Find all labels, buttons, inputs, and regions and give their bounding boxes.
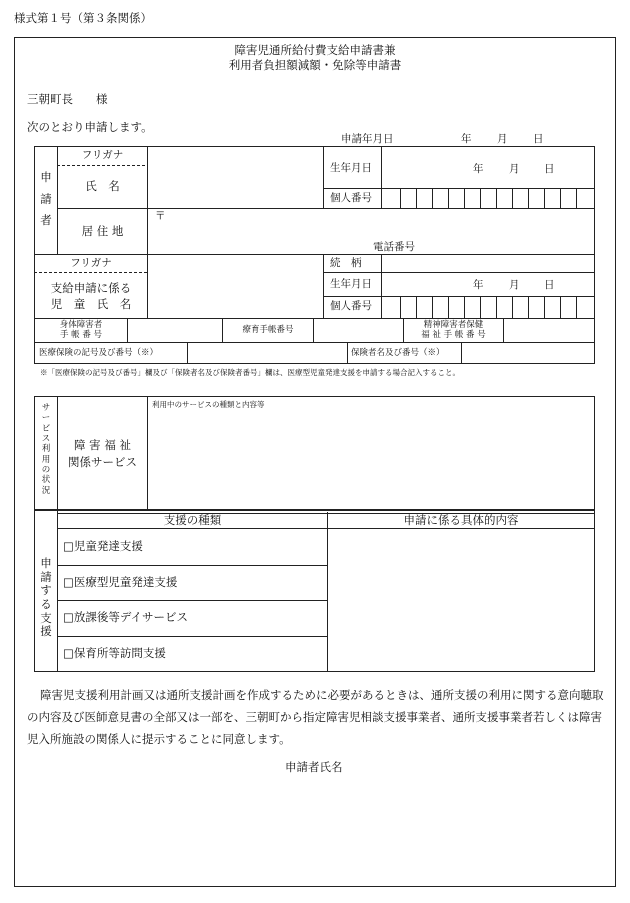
insurance-note: ※「医療保険の記号及び番号」欄及び「保険者名及び保険者番号」欄は、医療型児童発達支援を申請する場合記入すること。: [40, 368, 460, 377]
support-option-medical-child-development[interactable]: □医療型児童発達支援: [63, 575, 178, 589]
applicant-personal-no-label: 個人番号: [330, 192, 372, 204]
applicant-phone-label: 電話番号: [373, 241, 415, 253]
support-option-child-development[interactable]: □児童発達支援: [63, 539, 143, 553]
child-birth-day: 日: [544, 279, 555, 291]
applicant-side-label: 申 請 者: [40, 170, 52, 228]
date-year: 年: [461, 133, 472, 145]
child-name-label-1: 支給申請に係る: [50, 281, 132, 295]
welfare-service-label-2: 関係サービス: [68, 455, 137, 469]
child-birth-month: 月: [509, 279, 520, 291]
relation-label: 続 柄: [330, 257, 362, 269]
application-date-label: 申請年月日: [341, 133, 394, 145]
support-type-header: 支援の種類: [163, 513, 222, 527]
insurer-label: 保険者名及び番号（※）: [351, 348, 445, 358]
intro-text: 次のとおり申請します。: [27, 120, 153, 134]
title-line1: 障害児通所給付費支給申請書兼: [234, 43, 396, 57]
service-table-border: [35, 397, 595, 510]
rehab-notebook-label: 療育手帳番号: [242, 325, 294, 335]
postal-mark: 〒: [155, 210, 166, 222]
mental-notebook-label-1: 精神障害者保健: [423, 320, 484, 330]
service-status-side-label: サ ー ビ ス 利 用 の 状 況: [41, 403, 51, 496]
support-content-header: 申請に係る具体的内容: [403, 513, 519, 527]
medical-insurance-label: 医療保険の記号及び番号（※）: [39, 348, 159, 358]
child-birth-year: 年: [473, 279, 484, 291]
consent-line-2: の内容及び医師意見書の全部又は一部を、三朝町から指定障害児相談支援事業者、通所支援事業者若しくは障害: [27, 710, 602, 724]
welfare-service-label-1: 障 害 福 祉: [74, 438, 131, 452]
child-birth-label: 生年月日: [330, 278, 372, 290]
support-option-nursery-visit-support[interactable]: □保育所等訪問支援: [63, 646, 166, 660]
applicant-name-label: 氏 名: [85, 179, 120, 193]
physical-notebook-label-1: 身体障害者: [59, 320, 103, 330]
applicant-birth-label: 生年月日: [330, 162, 372, 174]
child-furigana-label: フリガナ: [70, 257, 112, 269]
mental-notebook-label-2: 福 祉 手 帳 番 号: [421, 330, 486, 340]
current-service-header: 利用中のサービスの種類と内容等: [152, 400, 265, 409]
consent-line-1: 障害児支援利用計画又は通所支援計画を作成するために必要があるときは、通所支援の利用に関する意向聴取: [40, 688, 604, 702]
applicant-birth-year: 年: [473, 163, 484, 175]
title-line2: 利用者負担額減額・免除等申請書: [228, 58, 402, 72]
signature-label: 申請者氏名: [285, 760, 343, 774]
physical-notebook-label-2: 手 帳 番 号: [59, 330, 103, 340]
date-month: 月: [497, 133, 508, 145]
applicant-birth-month: 月: [509, 163, 520, 175]
date-day: 日: [533, 133, 544, 145]
addressee: 三朝町長 様: [27, 92, 108, 106]
applicant-birth-day: 日: [544, 163, 555, 175]
child-name-label-2: 児 童 氏 名: [50, 297, 132, 311]
support-option-after-school-day-service[interactable]: □放課後等デイサービス: [63, 610, 189, 624]
consent-line-3: 児入所施設の関係人に提示することに同意します。: [27, 732, 291, 746]
form-number: 様式第１号（第３条関係）: [14, 11, 152, 25]
child-personal-no-label: 個人番号: [330, 300, 372, 312]
applicant-furigana-label: フリガナ: [81, 149, 124, 161]
applicant-address-label: 居 住 地: [81, 224, 124, 238]
support-side-label: 申 請 す る 支 援: [40, 556, 52, 639]
